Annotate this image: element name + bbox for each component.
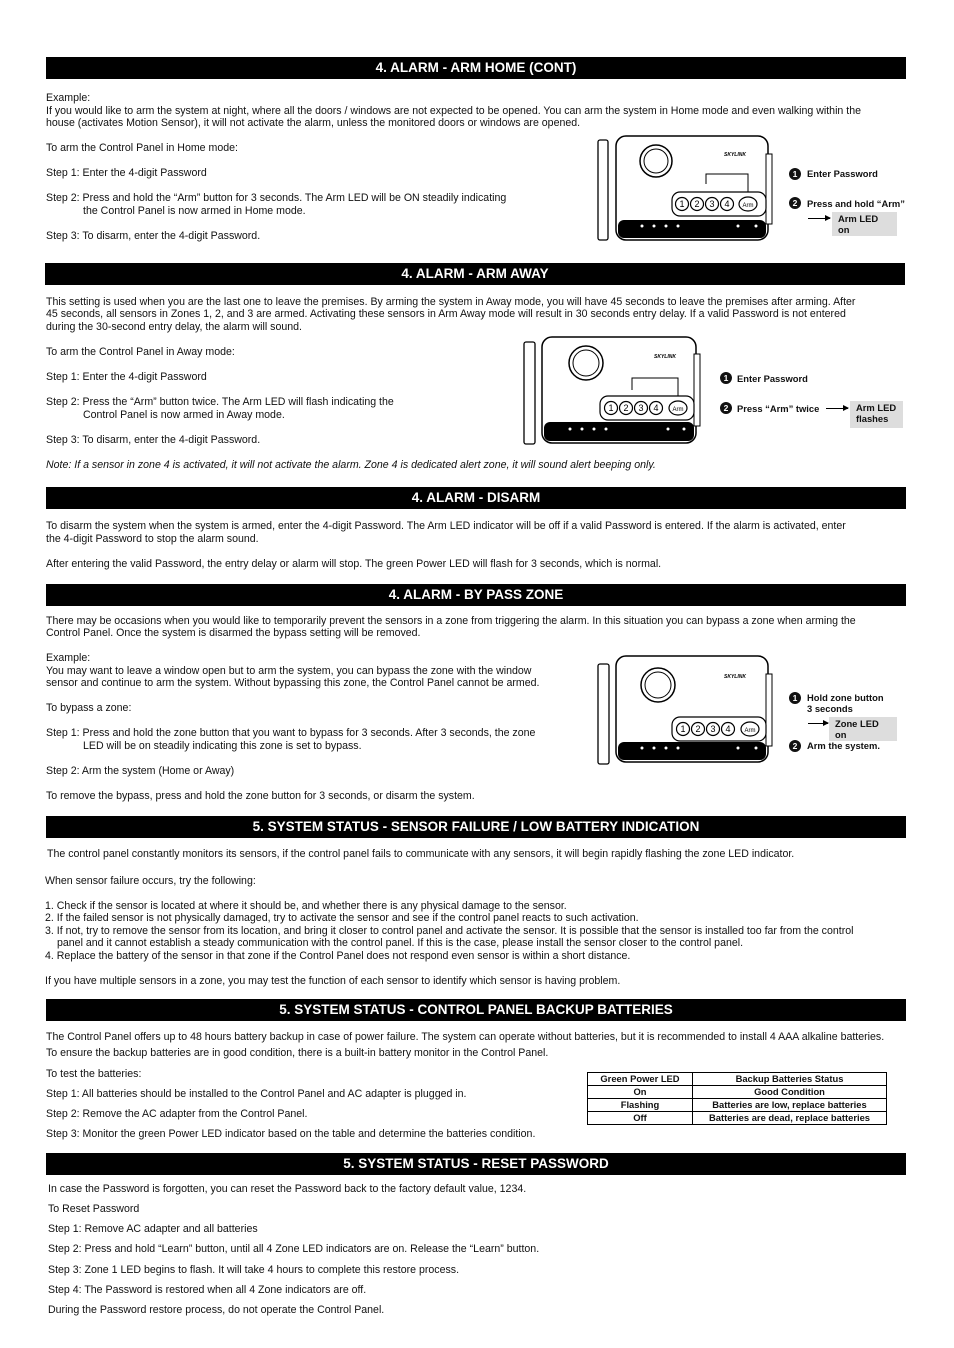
- backup-line2: To ensure the backup batteries are in good condition, there is a built-in battery monitor in the Control Panel.: [46, 1047, 549, 1059]
- table-cell: Flashing: [588, 1099, 693, 1112]
- failure-item3-b: panel and it cannot establish a steady communication with the control panel. If this is the case, please install the sensor closer to the control panel.: [57, 937, 744, 949]
- away-para-line1: This setting is used when you are the last one to leave the premises. By arming the system in Away mode, you will have 45 seconds to leave the premises after arming. After: [46, 296, 856, 308]
- key-1: 1: [680, 724, 686, 734]
- key-arm: Arm: [672, 407, 684, 413]
- key-3: 3: [709, 199, 715, 209]
- disarm-line3: After entering the valid Password, the entry delay or alarm will stop. The green Power LED will flash for 3 seconds, which is normal.: [46, 558, 662, 570]
- key-3: 3: [638, 403, 644, 413]
- away-callout-enter-password: Enter Password: [737, 373, 808, 384]
- table-row: [588, 1086, 887, 1099]
- bypass-example-label: Example:: [46, 652, 91, 664]
- table-cell: Batteries are dead, replace batteries: [693, 1112, 887, 1125]
- control-panel-illustration-away: [522, 334, 706, 446]
- backup-step2: Step 2: Remove the AC adapter from the Control Panel.: [46, 1108, 308, 1120]
- away-note: Note: If a sensor in zone 4 is activated, it will not activate the alarm. Zone 4 is dedicated alert zone, it will sound alert beeping only.: [46, 459, 656, 471]
- failure-item3-a: 3. If not, try to remove the sensor from its location, and bring it closer to control panel and activate the sensor. It is possible that the sensor is installed too far from the control: [45, 925, 854, 937]
- control-panel-drawing: [522, 334, 706, 446]
- reset-line2: To Reset Password: [48, 1203, 140, 1215]
- brand-logo: SKYLINK: [654, 354, 676, 360]
- section-header-arm-away: 4. ALARM - ARM AWAY: [45, 263, 905, 285]
- key-1: 1: [679, 199, 685, 209]
- brand-logo: SKYLINK: [724, 152, 746, 158]
- bypass-intro: To bypass a zone:: [46, 702, 132, 714]
- bypass-step2: Step 2: Arm the system (Home or Away): [46, 765, 235, 777]
- reset-step4: Step 4: The Password is restored when all 4 Zone indicators are off.: [48, 1284, 367, 1296]
- bypass-step1-a: Step 1: Press and hold the zone button that you want to bypass for 3 seconds. After 3 seconds, the zone: [46, 727, 536, 739]
- table-header-row: [588, 1073, 887, 1086]
- home-example-label: Example:: [46, 92, 91, 104]
- section-header-arm-home: 4. ALARM - ARM HOME (CONT): [46, 57, 906, 79]
- bypass-line2: Control Panel. Once the system is disarmed the bypass setting will be removed.: [46, 627, 421, 639]
- section-header-reset-password: 5. SYSTEM STATUS - RESET PASSWORD: [46, 1153, 906, 1175]
- home-example-line1: If you would like to arm the system at night, where all the doors / windows are not expected to be opened. You can arm the system in Home mode and even walking within the: [46, 105, 861, 117]
- key-4: 4: [724, 199, 730, 209]
- callout-number-2: 2: [789, 197, 801, 209]
- control-panel-drawing: [596, 654, 776, 766]
- reset-step2: Step 2: Press and hold “Learn” button, until all 4 Zone LED indicators are on. Release the “Learn” button.: [48, 1243, 540, 1255]
- key-1: 1: [608, 403, 614, 413]
- arrow-icon: [808, 723, 828, 724]
- away-intro: To arm the Control Panel in Away mode:: [46, 346, 235, 358]
- backup-step1: Step 1: All batteries should be installed to the Control Panel and AC adapter is plugged in.: [46, 1088, 467, 1100]
- battery-status-table: [587, 1072, 887, 1125]
- key-4: 4: [653, 403, 659, 413]
- away-callout-press-arm-twice: Press “Arm” twice: [737, 403, 820, 414]
- tag-line-2: flashes: [856, 413, 889, 424]
- key-2: 2: [694, 199, 700, 209]
- bypass-example2: sensor and continue to arm the system. Without bypassing this zone, the Control Panel cannot be armed.: [46, 677, 540, 689]
- callout-number-1: 1: [720, 372, 732, 384]
- home-callout-press-hold: Press and hold “Arm”: [807, 198, 905, 209]
- tag-line-1: Arm LED: [856, 402, 897, 413]
- home-step1: Step 1: Enter the 4-digit Password: [46, 167, 207, 179]
- table-row: [588, 1112, 887, 1125]
- away-step3: Step 3: To disarm, enter the 4-digit Password.: [46, 434, 261, 446]
- table-cell: Batteries are low, replace batteries: [693, 1099, 887, 1112]
- away-step2-b: Control Panel is now armed in Away mode.: [83, 409, 285, 421]
- key-4: 4: [725, 724, 731, 734]
- control-panel-drawing: [596, 134, 776, 244]
- home-step2-b: the Control Panel is now armed in Home mode.: [83, 205, 306, 217]
- reset-step3: Step 3: Zone 1 LED begins to flash. It will take 4 hours to complete this restore process.: [48, 1264, 460, 1276]
- failure-item2: 2. If the failed sensor is not physically damaged, try to activate the sensor and see if the control panel reacts to such activation.: [45, 912, 639, 924]
- bypass-callout-hold-zone-a: Hold zone button: [807, 692, 884, 703]
- section-header-sensor-failure: 5. SYSTEM STATUS - SENSOR FAILURE / LOW BATTERY INDICATION: [46, 816, 906, 838]
- backup-step3: Step 3: Monitor the green Power LED indicator based on the table and determine the batteries condition.: [46, 1128, 536, 1140]
- reset-line1: In case the Password is forgotten, you can reset the Password back to the factory default value, 1234.: [48, 1183, 527, 1195]
- home-step3: Step 3: To disarm, enter the 4-digit Password.: [46, 230, 261, 242]
- key-2: 2: [695, 724, 701, 734]
- section-header-backup-batteries: 5. SYSTEM STATUS - CONTROL PANEL BACKUP BATTERIES: [46, 999, 906, 1021]
- key-3: 3: [710, 724, 716, 734]
- home-callout-enter-password: Enter Password: [807, 168, 878, 179]
- failure-item1: 1. Check if the sensor is located at where it should be, and whether there is any physical damage to the sensor.: [45, 900, 567, 912]
- arrow-icon: [826, 408, 848, 409]
- key-2: 2: [623, 403, 629, 413]
- table-cell: On: [588, 1086, 693, 1099]
- bypass-remove: To remove the bypass, press and hold the zone button for 3 seconds, or disarm the system.: [46, 790, 475, 802]
- callout-number-2: 2: [720, 402, 732, 414]
- reset-step1: Step 1: Remove AC adapter and all batteries: [48, 1223, 258, 1235]
- home-intro: To arm the Control Panel in Home mode:: [46, 142, 238, 154]
- control-panel-illustration-bypass: [596, 654, 776, 766]
- home-step2-a: Step 2: Press and hold the “Arm” button for 3 seconds. The Arm LED will be ON steadily indicating: [46, 192, 507, 204]
- away-step2-a: Step 2: Press the “Arm” button twice. The Arm LED will flash indicating the: [46, 396, 394, 408]
- failure-line1: The control panel constantly monitors its sensors, if the control panel fails to communicate with any sensors, it will begin rapidly flashing the zone LED indicator.: [47, 848, 795, 860]
- away-para-line3: during the 30-second entry delay, the alarm will sound.: [46, 321, 302, 333]
- bypass-callout-zone-led-on: Zone LED on: [829, 717, 897, 741]
- disarm-line2: the 4-digit Password to stop the alarm sound.: [46, 533, 259, 545]
- disarm-line1: To disarm the system when the system is armed, enter the 4-digit Password. The Arm LED indicator will be off if a valid Password is entered. If the alarm is activated, enter: [46, 520, 846, 532]
- section-header-disarm: 4. ALARM - DISARM: [46, 487, 906, 509]
- away-callout-arm-led-flashes: [850, 401, 903, 428]
- bypass-line1: There may be occasions when you would like to temporarily prevent the sensors in a zone from triggering the alarm. In this situation you can bypass a zone when arming the: [46, 615, 856, 627]
- failure-item4: 4. Replace the battery of the sensor in that zone if the Control Panel does not respond even sensor is within a short distance.: [45, 950, 631, 962]
- bypass-example1: You may want to leave a window open but to arm the system, you can bypass the zone with the window: [46, 665, 532, 677]
- bypass-callout-arm-system: Arm the system.: [807, 740, 880, 751]
- away-para-line2: 45 seconds, all sensors in Zones 1, 2, and 3 are armed. Activating these sensors in Arm Away mode will result in 30 seconds entry delay. If a valid Password is not entered: [46, 308, 846, 320]
- table-cell: Off: [588, 1112, 693, 1125]
- arrow-icon: [808, 218, 830, 219]
- failure-line3: If you have multiple sensors in a zone, you may test the function of each sensor to identify which sensor is having problem.: [45, 975, 621, 987]
- table-row: [588, 1099, 887, 1112]
- backup-line1: The Control Panel offers up to 48 hours battery backup in case of power failure. The system can operate without batteries, but it is recommended to install 4 AAA alkaline batteries.: [46, 1031, 885, 1043]
- callout-number-2: 2: [789, 740, 801, 752]
- key-arm: Arm: [742, 203, 754, 209]
- away-step1: Step 1: Enter the 4-digit Password: [46, 371, 207, 383]
- callout-number-1: 1: [789, 692, 801, 704]
- key-arm: Arm: [744, 728, 756, 734]
- control-panel-illustration-home: [596, 134, 776, 244]
- home-example-line2: house (activates Motion Sensor), it will not activate the alarm, unless the monitored doors or windows are opened.: [46, 117, 581, 129]
- bypass-step1-b: LED will be on steadily indicating this zone is set to bypass.: [83, 740, 362, 752]
- backup-intro: To test the batteries:: [46, 1068, 142, 1080]
- brand-logo: SKYLINK: [724, 674, 746, 680]
- bypass-callout-hold-zone-b: 3 seconds: [807, 703, 853, 714]
- section-header-bypass: 4. ALARM - BY PASS ZONE: [46, 584, 906, 606]
- table-cell: Good Condition: [693, 1086, 887, 1099]
- home-callout-arm-led-on: Arm LED on: [832, 212, 897, 236]
- table-header: Backup Batteries Status: [693, 1073, 887, 1086]
- reset-note: During the Password restore process, do not operate the Control Panel.: [48, 1304, 385, 1316]
- table-header: Green Power LED: [588, 1073, 693, 1086]
- callout-number-1: 1: [789, 168, 801, 180]
- failure-line2: When sensor failure occurs, try the following:: [45, 875, 256, 887]
